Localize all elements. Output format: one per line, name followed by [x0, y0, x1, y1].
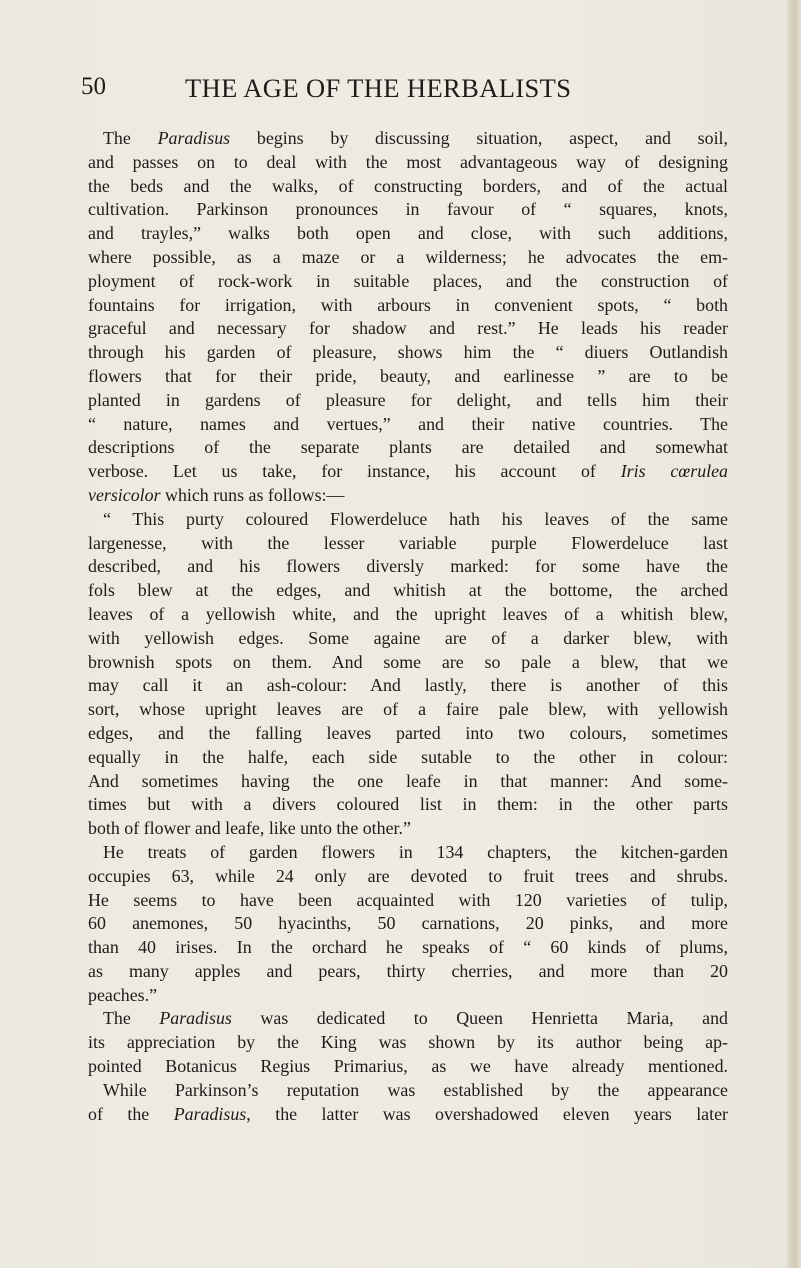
text-line: may call it an ash-colour: And lastly, there is another of this — [88, 675, 728, 696]
text-line: both of flower and leafe, like unto the other.” — [88, 818, 411, 839]
text-line: described, and his flowers diversly marked: for some have the — [88, 556, 728, 577]
text-line: pointed Botanicus Regius Primarius, as we have already mentioned. — [88, 1056, 728, 1077]
text-line: equally in the halfe, each side sutable to the other in colour: — [88, 746, 728, 767]
italic-plant-name: Iris cœrulea — [620, 461, 728, 482]
text-line: as many apples and pears, thirty cherries, and more than 20 — [88, 960, 728, 981]
italic-title: Paradisus — [159, 1008, 232, 1029]
text-line: occupies 63, while 24 only are devoted to fruit trees and shrubs. — [88, 865, 728, 886]
text-line: He seems to have been acquainted with 120 varieties of tulip, — [88, 889, 728, 910]
page-header — [81, 73, 721, 107]
text-line: sort, whose upright leaves are of a faire pale blew, with yellowish — [88, 699, 728, 720]
text-line: The Paradisus begins by discussing situation, aspect, and soil, — [103, 128, 728, 148]
italic-title: Paradisus — [173, 1103, 247, 1124]
text-line: brownish spots on them. And some are so pale a blew, that we — [88, 651, 728, 672]
text-line: verbose. Let us take, for instance, his account of Iris cœrulea — [88, 461, 728, 482]
text-line: where possible, as a maze or a wilderness; he advocates the em- — [88, 246, 728, 267]
text-line: largenesse, with the lesser variable purple Flowerdeluce last — [88, 532, 728, 553]
text-line: with yellowish edges. Some againe are of a darker blew, with — [88, 627, 728, 648]
page-edge-shadow — [785, 0, 801, 1268]
text-line: “ This purty coloured Flowerdeluce hath his leaves of the same — [103, 508, 728, 529]
page-number: 50 — [81, 73, 106, 100]
italic-plant-name: versicolor — [88, 484, 161, 505]
text-line: planted in gardens of pleasure for delight, and tells him their — [88, 389, 728, 410]
text-line: cultivation. Parkinson pronounces in favour of “ squares, knots, — [88, 199, 728, 220]
italic-title: Paradisus — [157, 128, 231, 148]
text-line: He treats of garden flowers in 134 chapters, the kitchen-garden — [103, 841, 728, 862]
text-line: descriptions of the separate plants are detailed and somewhat — [88, 437, 728, 458]
text-line: leaves of a yellowish white, and the upright leaves of a whitish blew, — [88, 603, 728, 624]
text-line: the beds and the walks, of constructing borders, and of the actual — [88, 175, 728, 196]
text-line: and passes on to deal with the most advantageous way of designing — [88, 151, 728, 172]
text-line: peaches.” — [88, 984, 158, 1005]
text-line: edges, and the falling leaves parted into two colours, sometimes — [88, 722, 728, 743]
text-line: than 40 irises. In the orchard he speaks of “ 60 kinds of plums, — [88, 937, 728, 958]
text-line: “ nature, names and vertues,” and their native countries. The — [88, 413, 728, 434]
text-line: And sometimes having the one leafe in that manner: And some- — [88, 770, 728, 791]
text-line: The Paradisus was dedicated to Queen Henrietta Maria, and — [103, 1008, 728, 1029]
text-line: of the Paradisus, the latter was overshadowed eleven years later — [88, 1103, 728, 1124]
text-line: and trayles,” walks both open and close, with such additions, — [88, 223, 728, 244]
text-line: times but with a divers coloured list in them: in the other parts — [88, 794, 728, 815]
running-head: THE AGE OF THE HERBALISTS — [185, 73, 572, 103]
text-line: flowers that for their pride, beauty, and earlinesse ” are to be — [88, 365, 728, 386]
text-line: fountains for irrigation, with arbours in convenient spots, “ both — [88, 294, 728, 315]
text-line: its appreciation by the King was shown by its author being ap- — [88, 1032, 728, 1053]
text-line: ployment of rock-work in suitable places, and the construction of — [88, 270, 728, 291]
text-line: While Parkinson’s reputation was established by the appearance — [103, 1079, 728, 1100]
text-line: graceful and necessary for shadow and rest.” He leads his reader — [88, 318, 728, 339]
text-line: fols blew at the edges, and whitish at the bottome, the arched — [88, 580, 728, 601]
text-line: through his garden of pleasure, shows him the “ diuers Outlandish — [88, 342, 728, 363]
text-line: versicolor which runs as follows:— — [88, 484, 345, 505]
text-line: 60 anemones, 50 hyacinths, 50 carnations, 20 pinks, and more — [88, 913, 728, 934]
body-text — [88, 127, 728, 1126]
